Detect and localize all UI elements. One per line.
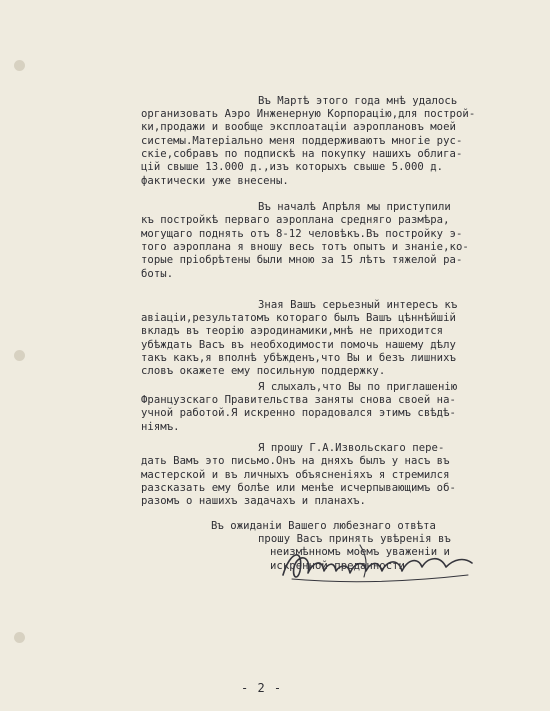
text-line: боты. [141, 268, 174, 280]
text-line: Французскаго Правительства заняты снова своей на- [141, 394, 456, 406]
closing-line: прошу Васъ принять увѣренія въ [258, 533, 451, 545]
closing-line: Въ ожиданіи Вашего любезнаго отвѣта [211, 520, 436, 532]
text-line: разомъ о нашихъ задачахъ и планахъ. [141, 495, 366, 507]
text-line: словъ окажете ему посильную поддержку. [141, 365, 386, 377]
text-line: системы.Матеріально меня поддерживаютъ многіе рус- [141, 135, 463, 147]
text-line: ніямъ. [141, 421, 180, 433]
text-line: Зная Вашъ серьезный интересъ къ [258, 299, 458, 311]
text-line: разсказать ему болѣе или менѣе исчерпывающимъ об- [141, 482, 456, 494]
text-line: скіе,собравъ по подпискѣ на покупку нашихъ облига- [141, 148, 463, 160]
text-line: могущаго поднять отъ 8-12 человѣкъ.Въ постройку э- [141, 228, 463, 240]
text-line: того аэроплана я вношу весь тотъ опытъ и знаніе,ко- [141, 241, 469, 253]
text-line: цій свыше 13.000 д.,изъ которыхъ свыше 5.000 д. [141, 161, 444, 173]
text-line: торые пріобрѣтены были мною за 15 лѣтъ тяжелой ра- [141, 254, 463, 266]
text-line: фактически уже внесены. [141, 175, 289, 187]
text-line: авіаціи,результатомъ котораго былъ Вашъ цѣннѣйшій [141, 312, 456, 324]
text-line: вкладъ въ теорію аэродинамики,мнѣ не приходится [141, 325, 444, 337]
text-line: организовать Аэро Инженерную Корпорацію,для построй- [141, 108, 476, 120]
text-line: учной работой.Я искренно порадовался этимъ свѣдѣ- [141, 407, 456, 419]
text-line: ки,продажи и вообще эксплоатаціи аэроплановъ моей [141, 121, 456, 133]
closing-line: неизмѣнномъ моемъ уваженіи и [270, 546, 450, 558]
text-line: дать Вамъ это письмо.Онъ на дняхъ былъ у насъ въ [141, 455, 450, 467]
closing-line: искренной преданности [270, 560, 405, 572]
handwritten-signature [278, 533, 478, 591]
text-line: къ постройкѣ перваго аэроплана средняго размѣра, [141, 214, 450, 226]
text-line: Въ Мартѣ этого года мнѣ удалось [258, 95, 458, 107]
text-line: убѣждать Васъ въ необходимости помочь нашему дѣлу [141, 339, 456, 351]
page-number: - 2 - [241, 681, 283, 695]
text-line: мастерской и въ личныхъ объясненіяхъ я стремился [141, 469, 450, 481]
text-line: Я прошу Г.А.Извольскаго пере- [258, 442, 445, 454]
text-line: Въ началѣ Апрѣля мы приступили [258, 201, 451, 213]
text-line: Я слыхалъ,что Вы по приглашенію [258, 381, 458, 393]
text-line: такъ какъ,я вполнѣ убѣжденъ,что Вы и безъ лишнихъ [141, 352, 456, 364]
